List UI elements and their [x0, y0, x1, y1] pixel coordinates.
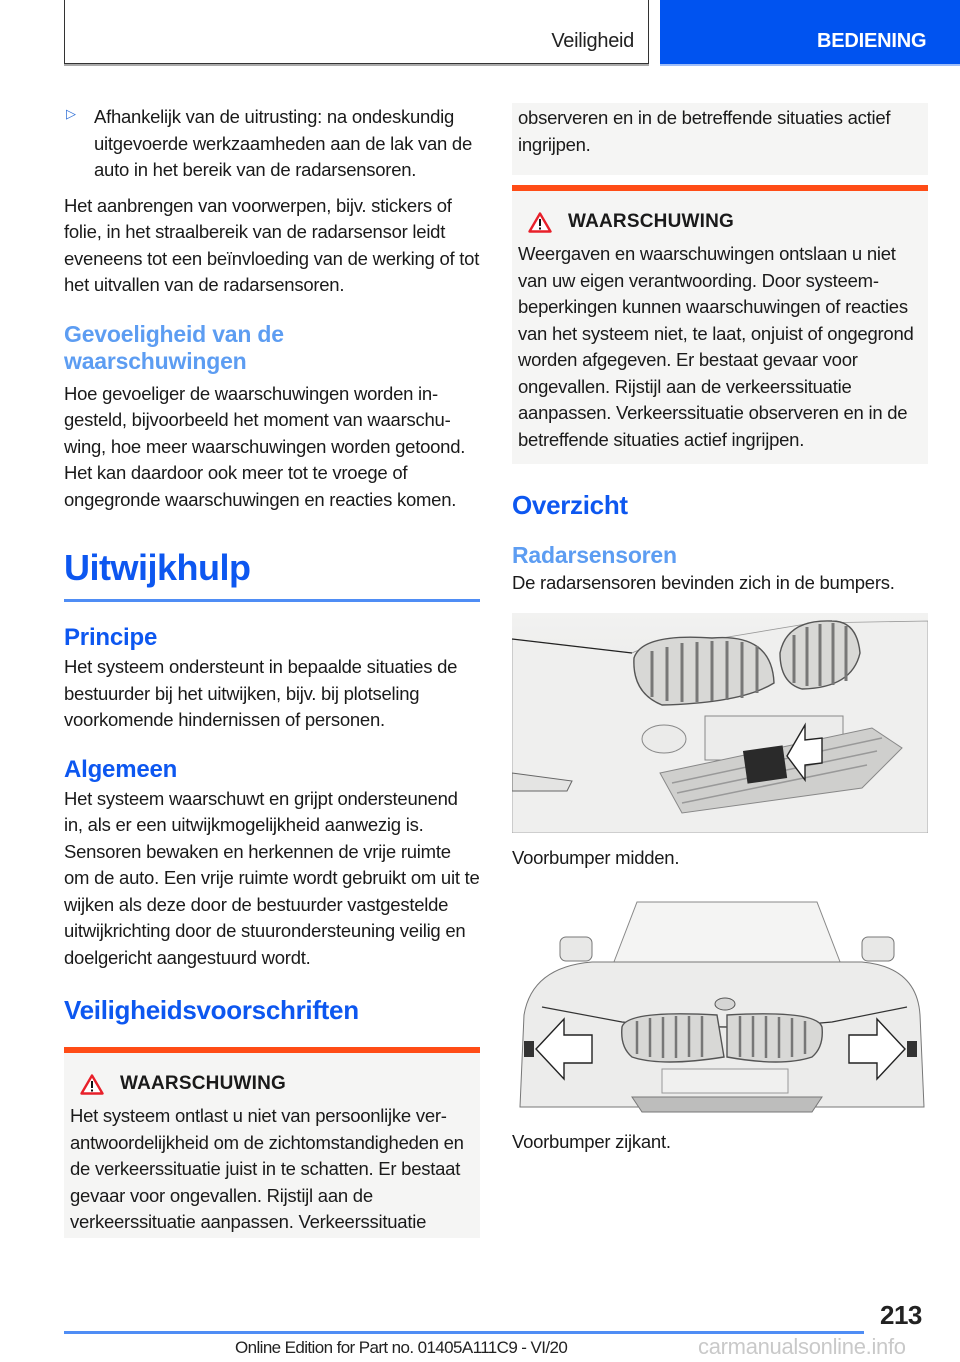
- chapter-title: BEDIENING: [817, 30, 927, 52]
- paragraph-sensitivity: Hoe gevoeliger de waarschuwingen worden ingesteld, bijvoorbeeld het moment van waarschuwing, hoe meer waarschuwingen worden getoond. Het kan daardoor ook meer tot te vroege of ongegronde waarschuwingen en reacties komen.: [64, 382, 466, 510]
- paragraph: Het aanbrengen van voorwerpen, bijv. stickers of folie, in het straalbereik van de radarsensor leidt eveneens tot een beïnvloeding van de werking of tot het uitvallen van de radarsensoren.: [64, 194, 480, 295]
- watermark: carmanualsonline.info: [698, 1334, 906, 1359]
- warning-box: [64, 1047, 480, 1238]
- car-bumper-side-illustration: [512, 897, 928, 1119]
- figure-front-bumper-side: [512, 897, 928, 1119]
- heading-sensitivity: Gevoeligheid van de waarschuwingen: [64, 320, 284, 374]
- car-bumper-center-illustration: [512, 613, 928, 833]
- right-column: [512, 103, 928, 1156]
- paragraph-principle: Het systeem ondersteunt in bepaalde situaties de bestuurder bij het uitwijken, bijv. bij plotseling voorkomende hindernissen of personen.: [64, 656, 458, 730]
- figure-caption: Voorbumper zijkant.: [512, 1131, 671, 1152]
- warning-text-continued: observeren en in de betreffende situaties actief ingrijpen.: [518, 107, 891, 155]
- triangle-right-outline-icon: [64, 104, 94, 184]
- page-number: 213: [880, 1300, 922, 1330]
- section-title: Veiligheid: [551, 30, 634, 52]
- heading-overview: Overzicht: [512, 490, 628, 520]
- paragraph-radar: De radarsensoren bevinden zich in de bumpers.: [512, 572, 895, 593]
- warning-box-continued: [512, 103, 928, 175]
- figure-caption: Voorbumper midden.: [512, 846, 680, 868]
- edition-note: Online Edition for Part no. 01405A111C9 - VI/20: [235, 1338, 568, 1357]
- warning-title: WAARSCHUWING: [518, 211, 918, 233]
- bullet-item: [64, 104, 480, 184]
- figure-front-bumper-center: [512, 613, 928, 833]
- heading-principle: Principe: [64, 624, 158, 651]
- heading-safety: Veiligheidsvoorschriften: [64, 995, 359, 1025]
- left-column: [64, 104, 480, 1238]
- warning-triangle-icon: [80, 1074, 104, 1095]
- warning-title: WAARSCHUWING: [70, 1073, 470, 1095]
- warning-text: Weergaven en waarschuwingen ontslaan u niet van uw eigen verantwoording. Door systeembeperkingen kunnen waarschuwingen of reacties van het systeem niet, te laat, onjuist of ongegrond worden afgegeven. Er bestaat gevaar voor ongevallen. Rijstijl aan de verkeerssituatie aanpassen. Verkeerssituatie observeren en in de betreffende situaties actief ingrijpen.: [518, 243, 914, 450]
- warning-text: Het systeem ontlast u niet van persoonlijke verantwoordelijkheid om de zichtomstandigheden en de verkeerssituatie juist in te schatten. Er bestaat gevaar voor ongevallen. Rijstijl aan de verkeerssituatie aanpassen. Verkeerssituatie: [70, 1105, 464, 1232]
- warning-box: [512, 185, 928, 464]
- warning-triangle-icon: [528, 212, 552, 233]
- bullet-text: Afhankelijk van de uitrusting: na ondeskundig uitgevoerde werkzaamheden aan de lak van de auto in het bereik van de radarsensoren.: [94, 106, 473, 180]
- heading-general: Algemeen: [64, 755, 178, 783]
- main-heading: Uitwijkhulp: [64, 547, 251, 588]
- heading-radar: Radarsensoren: [512, 542, 677, 568]
- paragraph-general: Het systeem waarschuwt en grijpt ondersteunend in, als er een uitwijkmogelijkheid aanwezig is. Sensoren bewaken en herkennen de vrije ruimte om de auto. Een vrije ruimte wordt gebruikt om uit te wijken als deze door de bestuurder vastgestelde uitwijkrichting door de stuurondersteuning veilig en doelgericht aangestuurd wordt.: [64, 787, 480, 968]
- header-chapter-tab: [660, 0, 960, 64]
- heading-rule: [64, 599, 480, 602]
- header-section-tab: [64, 0, 649, 64]
